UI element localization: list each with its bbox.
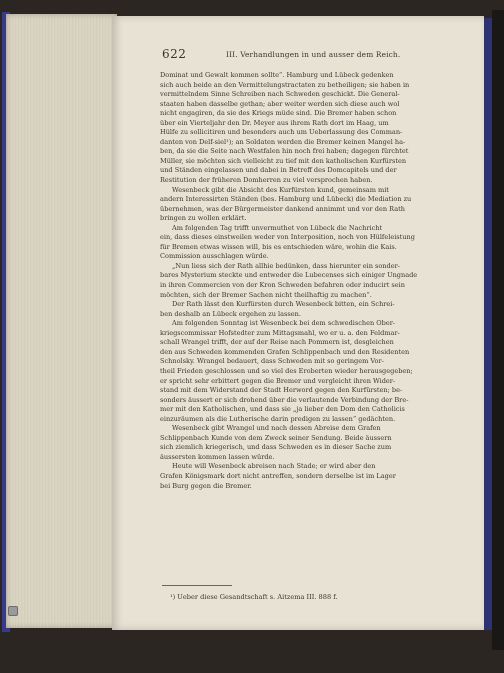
- footnote: ¹) Ueber diese Gesandtschaft s. Aitzema III. 888 f.: [170, 593, 338, 601]
- running-head: III. Verhandlungen in und ausser dem Reich.: [226, 50, 401, 59]
- text-line: Grafen Königsmark dort nicht antreffen, sondern derselbe ist im Lager: [160, 471, 396, 480]
- text-line: staaten haben dasselbe gethan; aber weiter werden sich diese auch wol: [160, 99, 400, 108]
- page-header: [162, 47, 462, 63]
- text-line: Müller, sie möchten sich vielleicht zu tief mit den katholischen Kurfürsten: [160, 156, 407, 165]
- book-page: [112, 16, 484, 630]
- text-line: möchten, sich der Bremer Sachen nicht theilhaftig zu machen“.: [160, 290, 372, 299]
- text-line: mer mit den Katholischen, und dass sie „ja lieber den Dom den Catholicis: [160, 405, 405, 414]
- text-line: übernehmen, was der Bürgermeister dankend annimmt und vor den Rath: [160, 204, 405, 213]
- text-line: andern Interessirten Ständen (bes. Hamburg und Lübeck) die Mediation zu: [160, 195, 412, 204]
- book-cover-right: [492, 10, 504, 650]
- text-line: Wesenbeck gibt Wrangel und nach dessen Abreise dem Grafen: [172, 424, 381, 433]
- footnote-divider: [162, 585, 232, 586]
- text-line: den aus Schweden kommenden Grafen Schlippenbach und den Residenten: [160, 347, 410, 356]
- text-line: er spricht sehr erbittert gegen die Bremer und vergleicht ihren Wider-: [160, 376, 396, 385]
- text-line: ein, dass dieses einstweilen weder von Interposition, noch von Hülfeleistung: [160, 233, 415, 242]
- text-line: äussersten kommen lassen würde.: [160, 452, 275, 461]
- text-line: in ihren Commercien von der Kron Schweden befahren oder inducirt sein: [160, 281, 405, 290]
- text-line: theil Frieden geschlossen und so viel des Eroberten wieder herausgegeben;: [160, 366, 413, 375]
- text-line: einzuräumen als die Lutherische darin predigen zu lassen“ gedächten.: [160, 414, 396, 423]
- text-line: Dominat und Gewalt kommen sollte“. Hamburg und Lübeck gedenken: [160, 71, 394, 79]
- text-line: bei Burg gegen die Bremer.: [160, 481, 252, 490]
- text-line: „Nun liess sich der Rath allhie bedünken, dass hierunter ein sonder-: [172, 261, 400, 270]
- text-line: sich auch beide an den Vermittelungstractaten zu betheiligen; sie haben in: [160, 80, 410, 89]
- text-line: schall Wrangel trifft, der auf der Reise nach Pommern ist, desgleichen: [160, 338, 394, 347]
- text-line: bares Mysterium steckte und entweder die Lubecenses sich einiger Ungnade: [160, 271, 418, 280]
- body-text: [160, 71, 474, 491]
- text-line: kriegscommissar Hofstedter zum Mittagsmahl, wo er u. a. den Feldmar-: [160, 328, 400, 337]
- text-line: ben deshalb an Lübeck ergehen zu lassen.: [160, 309, 301, 318]
- text-line: vermittelndem Sinne Schreiben nach Schweden geschickt. Die General-: [160, 90, 400, 99]
- text-line: Restitution der früheren Domherren zu viel versprochen haben.: [160, 176, 373, 185]
- text-line: sonders äussert er sich drohend über die verlautende Verbindung der Bre-: [160, 395, 409, 404]
- text-line: und Ständen eingelassen und dabei in Betreff des Domcapitels und der: [160, 166, 397, 175]
- text-line: Der Rath lässt den Kurfürsten durch Wesenbeck bitten, ein Schrei-: [172, 300, 395, 309]
- text-line: über ein Vierteljahr den Dr. Meyer aus ihrem Rath dort im Haag, um: [160, 118, 389, 127]
- text-line: Am folgenden Tag trifft unvermuthet von Lübeck die Nachricht: [172, 223, 383, 232]
- text-line: für Bremen etwas wissen will, bis es entschieden wäre, wohin die Kais.: [160, 242, 397, 251]
- text-line: Hülfe zu sollicitiren und besonders auch um Ueberlassung des Comman-: [160, 128, 403, 137]
- text-line: bringen zu wollen erklärt.: [160, 214, 247, 223]
- text-line: Schnolsky. Wrangel bedauert, dass Schweden mit so geringem Vor-: [160, 357, 384, 366]
- text-line: Wesenbeck gibt die Absicht des Kurfürsten kund, gemeinsam mit: [172, 185, 389, 194]
- page-edges: [6, 14, 117, 628]
- text-line: Schlippenbach Kunde von dem Zweck seiner Sendung. Beide äussern: [160, 433, 392, 442]
- text-line: Heute will Wesenbeck abreisen nach Stade; er wird aber den: [172, 462, 376, 471]
- text-line: Commission ausschlagen würde.: [160, 252, 269, 261]
- corner-mark-icon: [8, 606, 18, 616]
- text-line: danten von Delf-siel¹); an Soldaten werden die Bremer keinen Mangel ha-: [160, 137, 406, 146]
- text-line: stand mit dem Widerstand der Stadt Herword gegen den Kurfürsten; be-: [160, 386, 403, 395]
- text-line: nicht engagiren, da sie des Kriegs müde sind. Die Bremer haben schon: [160, 109, 397, 118]
- text-line: ben, da sie die Seite nach Westfalen hin noch frei haben; dagegen fürchtet: [160, 147, 409, 156]
- text-line: Am folgenden Sonntag ist Wesenbeck bei dem schwedischen Ober-: [172, 319, 396, 328]
- page-number: 622: [162, 47, 187, 61]
- text-line: sich ziemlich kriegerisch, und dass Schweden es in dieser Sache zum: [160, 443, 392, 452]
